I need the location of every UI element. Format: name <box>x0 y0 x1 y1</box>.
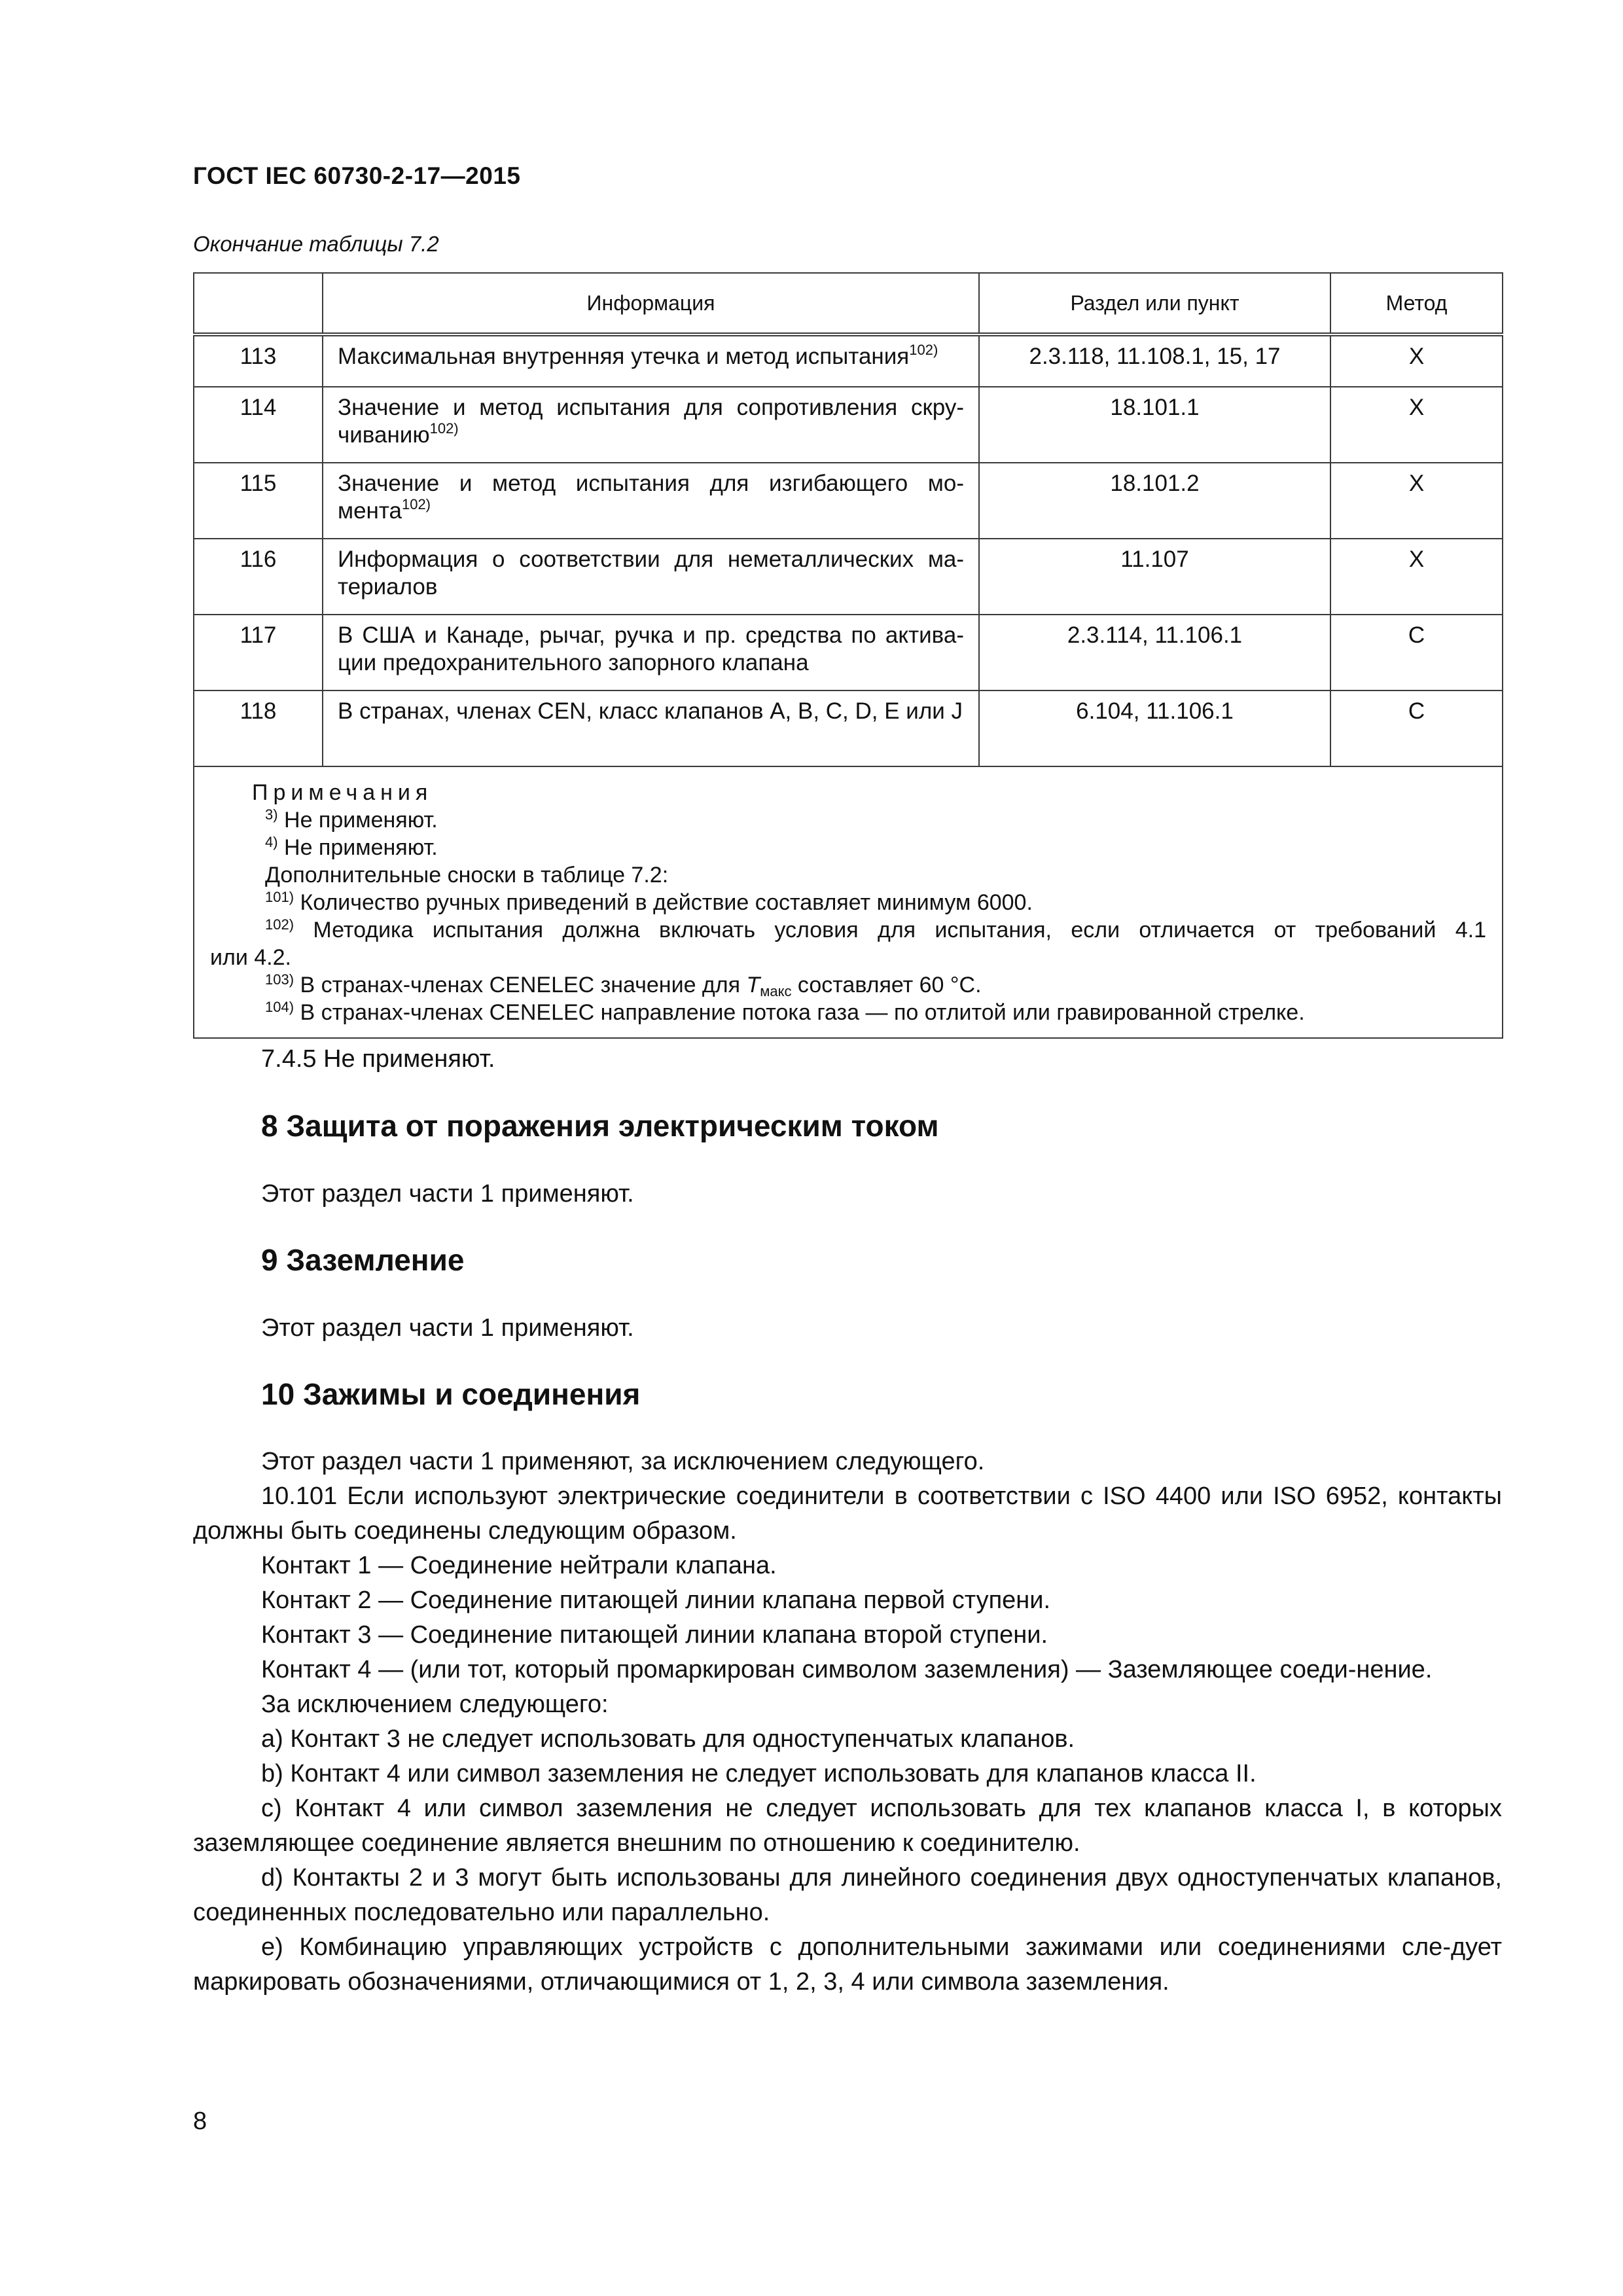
row-information-text: Максимальная внутренняя утечка и метод испытания <box>338 344 910 369</box>
note-101-mark: 101) <box>265 889 294 905</box>
notes-title: Примечания <box>252 780 433 805</box>
table-row <box>194 615 1503 691</box>
paragraph-7-4-5 <box>193 1042 1502 1077</box>
row-section: 6.104, 11.106.1 <box>979 691 1330 766</box>
paragraph: Этот раздел части 1 применяют, за исключением следующего. <box>261 1448 985 1475</box>
footnote-ref: 102) <box>429 420 459 437</box>
column-header-method: Метод <box>1330 273 1503 334</box>
list-item-c: c) Контакт 4 или символ заземления не следует использовать для тех клапанов класса I, в которых заземляющее соединение является внешним по отношению к соединителю. <box>193 1795 1502 1857</box>
note-103-subscript: макс <box>760 983 792 999</box>
table-row <box>194 539 1503 615</box>
note-103-text: В странах-членах CENELEC значение для <box>294 973 747 997</box>
table-notes <box>194 766 1503 1038</box>
paragraph: Контакт 2 — Соединение питающей линии клапана первой ступени. <box>261 1587 1051 1614</box>
section-heading-9: 9 Заземление <box>261 1243 465 1277</box>
note-102-text: Методика испытания должна включать условия для испытания, если отличается от требований 4.1 <box>294 918 1486 942</box>
note-103 <box>210 971 1486 999</box>
row-information <box>323 463 979 539</box>
paragraph: Контакт 4 — (или тот, который промаркирован символом заземления) — Заземляющее соеди-нение. <box>261 1656 1433 1683</box>
info-table <box>193 272 1503 1039</box>
column-header-information: Информация <box>323 273 979 334</box>
note-103-mark: 103) <box>265 971 294 988</box>
note-104-text: В странах-членах CENELEC направление потока газа — по отлитой или гравированной стрелке. <box>294 1000 1305 1025</box>
footnote-ref: 102) <box>909 342 938 358</box>
note-104-mark: 104) <box>265 999 294 1015</box>
note-101-text: Количество ручных приведений в действие составляет минимум 6000. <box>294 890 1033 915</box>
paragraph: Контакт 3 — Соединение питающей линии клапана второй ступени. <box>261 1621 1048 1649</box>
note-4 <box>210 834 1486 861</box>
paragraph: За исключением следующего: <box>261 1691 609 1718</box>
table-caption: Окончание таблицы 7.2 <box>193 232 439 256</box>
note-101 <box>210 889 1486 916</box>
row-method: X <box>1330 334 1503 387</box>
row-information: Информация о соответствии для неметаллических ма-териалов <box>323 539 979 615</box>
table-row <box>194 463 1503 539</box>
table-notes-row <box>194 766 1503 1038</box>
row-number: 114 <box>194 387 323 463</box>
row-information-text: Значение и метод испытания для изгибающего мо-мента <box>338 471 964 524</box>
paragraph-text: Этот раздел части 1 применяют. <box>261 1180 634 1208</box>
paragraph-text: 7.4.5 Не применяют. <box>261 1045 495 1073</box>
note-104 <box>210 999 1486 1026</box>
row-information <box>323 334 979 387</box>
note-4-text: Не применяют. <box>277 835 438 860</box>
list-item-b: b) Контакт 4 или символ заземления не следует использовать для клапанов класса II. <box>261 1760 1257 1787</box>
note-103-symbol: T <box>746 973 760 997</box>
section-heading-8: 8 Защита от поражения электрическим током <box>261 1109 939 1143</box>
row-method: X <box>1330 463 1503 539</box>
note-3 <box>210 806 1486 834</box>
row-information <box>323 387 979 463</box>
table-row <box>194 387 1503 463</box>
note-102-mark: 102) <box>265 916 294 933</box>
note-3-mark: 3) <box>265 806 278 823</box>
section-heading-10: 10 Зажимы и соединения <box>261 1377 641 1411</box>
row-section: 2.3.114, 11.106.1 <box>979 615 1330 691</box>
list-item-d: d) Контакты 2 и 3 могут быть использованы для линейного соединения двух одноступенчатых клапанов, соединенных последовательно или параллельно. <box>193 1864 1502 1926</box>
row-method: C <box>1330 691 1503 766</box>
list-item-a: a) Контакт 3 не следует использовать для одноступенчатых клапанов. <box>261 1725 1075 1753</box>
note-103-text-end: составляет 60 °С. <box>791 973 982 997</box>
note-102 <box>210 916 1486 944</box>
row-section: 2.3.118, 11.108.1, 15, 17 <box>979 334 1330 387</box>
list-item-e: e) Комбинацию управляющих устройств с дополнительными зажимами или соединениями сле-дует маркировать обозначениями, отличающимися от 1, 2, 3, 4 или символа заземления. <box>193 1933 1502 1996</box>
page-number: 8 <box>193 2108 207 2135</box>
footnote-ref: 102) <box>401 496 431 512</box>
document-header: ГОСТ IEC 60730-2-17—2015 <box>193 162 521 189</box>
table-row <box>194 334 1503 387</box>
paragraph-section-8 <box>193 1177 1502 1211</box>
table-header-row <box>194 273 1503 334</box>
row-information-text: Значение и метод испытания для сопротивления скру-чиванию <box>338 395 964 448</box>
row-information: В странах, членах CEN, класс клапанов А, B, C, D, E или J <box>323 691 979 766</box>
paragraph: Контакт 1 — Соединение нейтрали клапана. <box>261 1552 777 1579</box>
row-section: 11.107 <box>979 539 1330 615</box>
row-number: 118 <box>194 691 323 766</box>
row-information: В США и Канаде, рычаг, ручка и пр. средства по актива-ции предохранительного запорного клапана <box>323 615 979 691</box>
row-number: 117 <box>194 615 323 691</box>
column-header-number <box>194 273 323 334</box>
row-section: 18.101.2 <box>979 463 1330 539</box>
paragraph-text: Этот раздел части 1 применяют. <box>261 1314 634 1342</box>
row-method: X <box>1330 539 1503 615</box>
column-header-section: Раздел или пункт <box>979 273 1330 334</box>
notes-additional: Дополнительные сноски в таблице 7.2: <box>265 863 669 888</box>
note-102-continuation: или 4.2. <box>210 945 291 970</box>
paragraph-section-9 <box>193 1311 1502 1346</box>
row-number: 115 <box>194 463 323 539</box>
note-3-text: Не применяют. <box>277 808 438 833</box>
row-method: C <box>1330 615 1503 691</box>
table-row <box>194 691 1503 766</box>
row-number: 113 <box>194 334 323 387</box>
paragraph: 10.101 Если используют электрические соединители в соответствии с ISO 4400 или ISO 6952, контакты должны быть соединены следующим образом. <box>193 1482 1502 1545</box>
row-number: 116 <box>194 539 323 615</box>
row-method: X <box>1330 387 1503 463</box>
row-section: 18.101.1 <box>979 387 1330 463</box>
section-10-body <box>193 1444 1502 2000</box>
note-4-mark: 4) <box>265 834 278 850</box>
